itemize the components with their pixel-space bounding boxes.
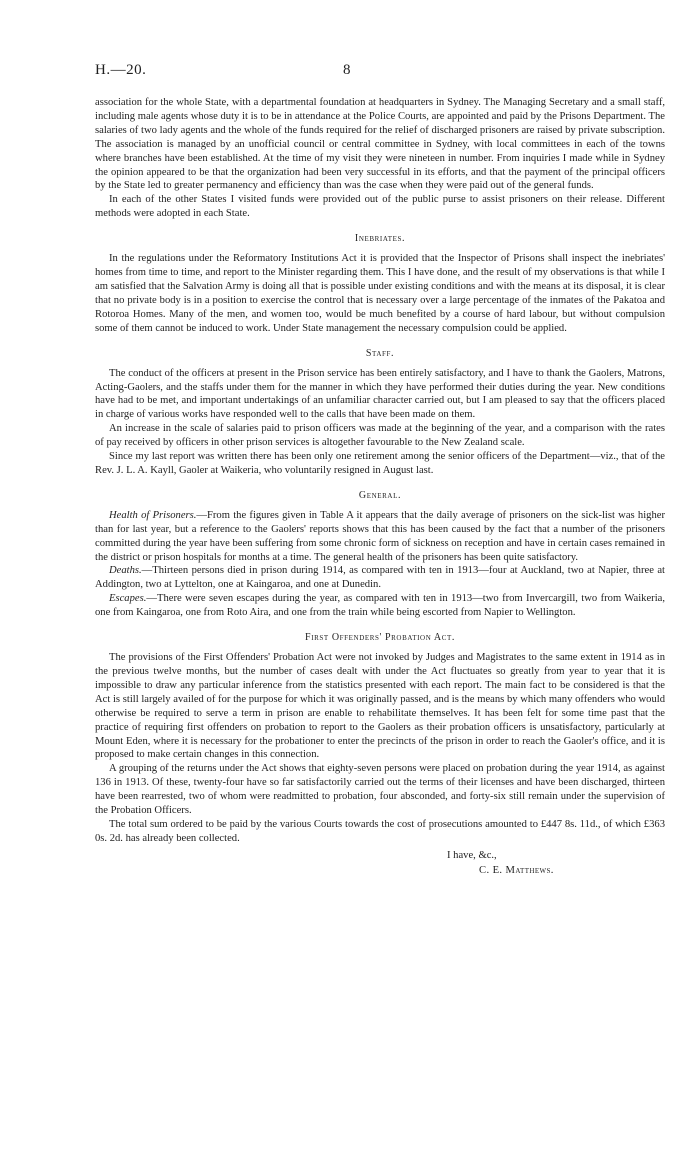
inebriates-section [95, 233, 665, 335]
general-section [95, 490, 665, 620]
section-heading-first-offenders: First Offenders' Probation Act. [305, 632, 455, 644]
paragraph-text: —There were seven escapes during the year, as compared with ten in 1913—two from Invercargill, two from Waikeria, one from Kaingaroa, one from Roto Aira, and one from the train while being escorted from Napier to Wellington. [95, 593, 665, 619]
paragraph: association for the whole State, with a departmental foundation at headquarters in Sydney. The Managing Secretary and a small staff, including male agents whose duty it is to be in attendance at the Police Courts, are appointed and paid by the Prisons Department. The salaries of two lady agents and the whole of the funds required for the relief of discharged prisoners are raised by private subscription. The association is managed by an unofficial council or central committee in Sydney, with local committees in each of the towns where branches have been established. At the time of my visit they were nineteen in number. From inquiries I made while in Sydney the opinion appeared to be that the organization had been very successful in its efforts, and that the payment of the principal officers by the State led to greater permanency and efficiency than was the case when they were paid out of the general funds. [95, 97, 665, 192]
closing-block [95, 848, 665, 878]
paragraph: The provisions of the First Offenders' Probation Act were not invoked by Judges and Magistrates to the same extent in 1914 as in the previous twelve months, but the number of cases dealt with under the Act fluctuates so greatly from year to year that it is impossible to draw any particular inference from the statistics presented with each report. The main fact to be considered is that the Act is still largely availed of for the purpose for which it was originally passed, and is the means by which many offenders who would otherwise be required to serve a term in prison are enable to rehabilitate themselves. It has been felt for some time past that the practice of requiring first offenders on probation to report to the Gaolers as their probation officers is unsatisfactory, particularly at Mount Eden, where it is necessary for the probationer to enter the precincts of the prison in order to reach the Gaoler's office, and it is proposed to make certain changes in this connection. [95, 652, 665, 761]
paragraph: Since my last report was written there has been only one retirement among the senior officers of the Department—viz., that of the Rev. J. L. A. Kayll, Gaoler at Waikeria, who voluntarily resigned in August last. [95, 451, 665, 476]
paragraph: An increase in the scale of salaries paid to prison officers was made at the beginning of the year, and a comparison with the rates of pay received by officers in other prison services is altogether favourable to the New Zealand scale. [95, 423, 665, 449]
paragraph-escapes [95, 592, 665, 620]
paragraph: A grouping of the returns under the Act shows that eighty-seven persons were placed on probation during the year 1914, as against 136 in 1913. Of these, twenty-four have so far satisfactorily carried out the terms of their licenses and have been discharged, thirteen have been rearrested, two of whom were readmitted to probation, four absconded, and forty-six still remain under the supervision of the Probation Officers. [95, 763, 665, 817]
paragraph: The conduct of the officers at present in the Prison service has been entirely satisfactory, and I have to thank the Gaolers, Matrons, Acting-Gaolers, and the staffs under them for the manner in which they have performed their duties during the year. New conditions have had to be met, and important undertakings of an unfamiliar character carried out, but I am pleased to say that the officers placed in charge of various works have responded well to the calls that have been made on them. [95, 367, 665, 421]
subheading-escapes: Escapes. [109, 593, 147, 605]
paragraph-deaths [95, 564, 665, 592]
parliamentary-paper-reference: H.—20. [95, 62, 147, 78]
section-heading-staff: Staff. [365, 347, 395, 359]
first-offenders-section [95, 632, 665, 846]
staff-section [95, 348, 665, 478]
intro-section [95, 96, 665, 221]
paragraph-text: —Thirteen persons died in prison during 1914, as compared with ten in 1913—four at Auckland, two at Napier, three at Addington, two at Lyttelton, one at Kaingaroa, and one at Dunedin. [95, 565, 665, 591]
page-number: 8 [343, 62, 351, 78]
paragraph-health [95, 509, 665, 565]
subheading-deaths: Deaths. [109, 565, 142, 577]
document-page [95, 62, 665, 878]
paragraph: In the regulations under the Reformatory Institutions Act it is provided that the Inspector of Prisons shall inspect the inebriates' homes from time to time, and report to the Minister regarding them. This I have done, and the result of my observations is that while I am satisfied that the Salvation Army is doing all that is possible under existing conditions and with the means at its disposal, it is clear that no private body is in a position to exercise the control that is necessary over a large percentage of the inmates of the Pakatoa and Rotoroa Homes. Many of the men, and women too, would be much benefited by a course of hard labour, but without compulsion some of them cannot be induced to work. Under State management the necessary compulsion could be applied. [95, 253, 665, 334]
subheading-health: Health of Prisoners. [109, 509, 197, 521]
section-heading-general: General. [358, 489, 402, 501]
signature: C. E. Matthews. [479, 864, 554, 876]
paragraph: The total sum ordered to be paid by the various Courts towards the cost of prosecutions amounted to £447 8s. 11d., of which £363 0s. 2d. has already been collected. [95, 818, 665, 844]
section-heading-inebriates: Inebriates. [354, 233, 406, 245]
paragraph: In each of the other States I visited funds were provided out of the public purse to assist prisoners on their release. Different methods were adopted in each State. [95, 194, 665, 220]
salutation: I have, &c., [447, 849, 497, 861]
page-header [95, 62, 665, 96]
paragraph-text: —From the figures given in Table A it appears that the daily average of prisoners on the sick-list was higher than for last year, but a reference to the Gaolers' reports shows that this has been caused by the fact that a number of the prisoners committed during the year have been suffering from some chronic form of sickness on reception and have in certain cases remained in the district or prison hospitals for months at a time. The general health of the prisoners has been quite satisfactory. [95, 509, 665, 563]
